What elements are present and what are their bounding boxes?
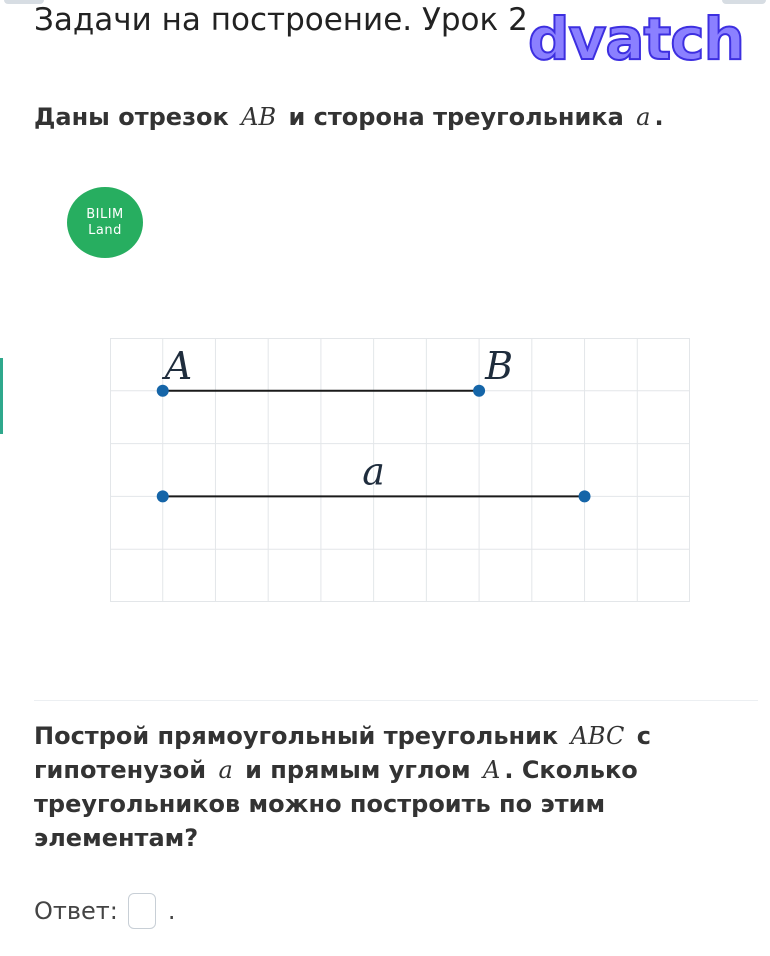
question-part2: с гипотенузой: [34, 722, 651, 784]
segment-a-end-point: [579, 490, 591, 502]
question-part1: Построй прямоугольный треугольник: [34, 722, 559, 750]
left-accent-bar: [0, 358, 3, 434]
question-part3: и прямым углом: [245, 756, 471, 784]
logo-line2: Land: [88, 222, 122, 238]
label-a: A: [164, 343, 193, 388]
angle-name: A: [483, 756, 501, 784]
question-text: [34, 719, 724, 855]
label-b: B: [485, 343, 514, 388]
segment-a-start-point: [157, 490, 169, 502]
point-b: [473, 385, 485, 397]
logo-line1: BILIM: [86, 206, 124, 222]
answer-label: Ответ:: [34, 897, 118, 925]
answer-input[interactable]: [128, 893, 156, 929]
side-name: a: [636, 103, 651, 131]
hypotenuse-name: a: [218, 756, 233, 784]
segment-name: AB: [241, 103, 277, 131]
bilimland-logo: [67, 187, 143, 258]
answer-row: [34, 893, 176, 929]
page-title: Задачи на построение. Урок 2: [34, 2, 528, 38]
top-edge-right: [722, 0, 766, 4]
answer-suffix: .: [167, 897, 176, 925]
label-side-a: a: [362, 449, 385, 494]
task-suffix: .: [654, 103, 664, 131]
grid-lines: [110, 338, 690, 602]
section-divider: [34, 700, 758, 701]
triangle-name: ABC: [570, 722, 625, 750]
task-statement: [34, 103, 664, 131]
task-prefix: Даны отрезок: [34, 103, 229, 131]
question-part4: . Сколько треугольников можно построить по этим элементам?: [34, 756, 638, 852]
segments-figure: [110, 338, 690, 602]
task-middle: и сторона треугольника: [288, 103, 624, 131]
watermark-text: dvatch: [528, 5, 744, 73]
